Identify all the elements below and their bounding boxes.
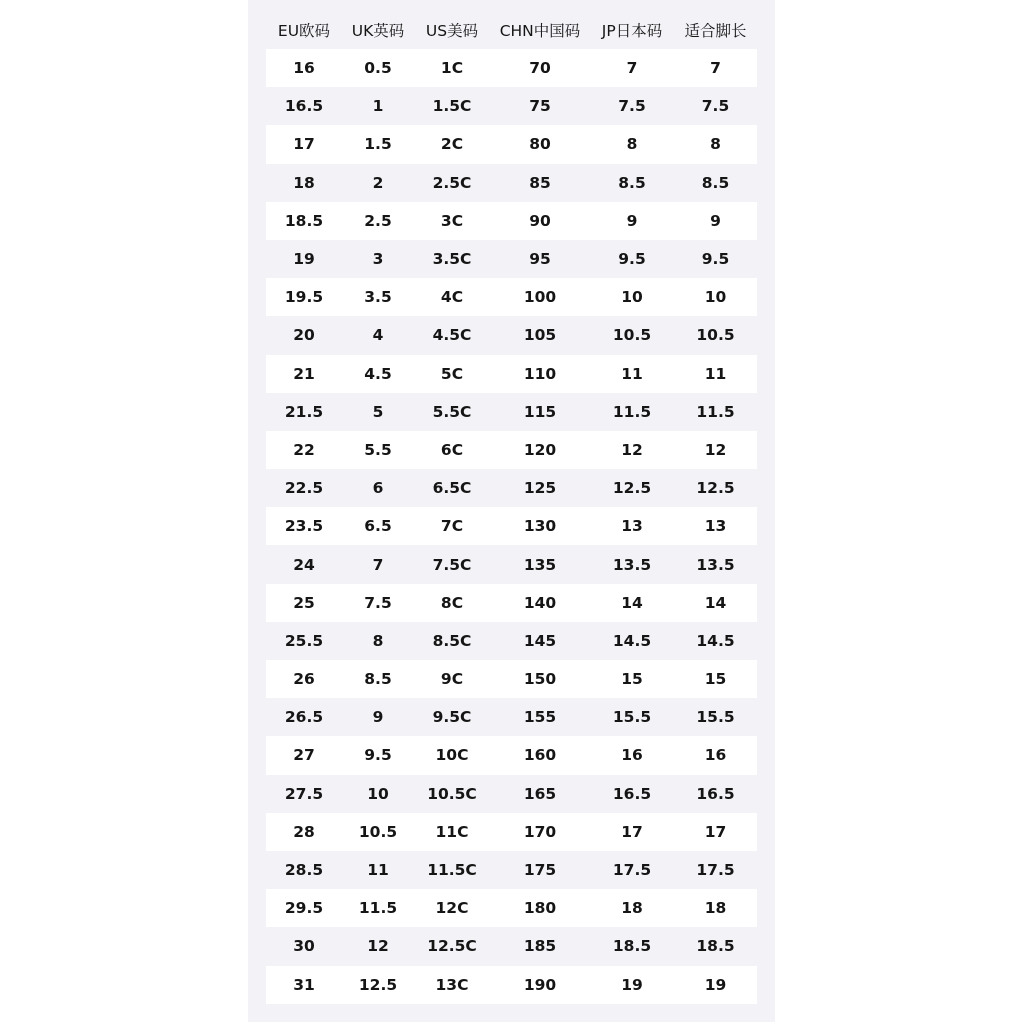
header-eu: EU欧码 xyxy=(277,22,331,40)
cell-jp: 7 xyxy=(590,49,674,87)
cell-jp: 18.5 xyxy=(590,927,674,965)
cell-foot-length: 8.5 xyxy=(674,164,757,202)
cell-foot-length: 15 xyxy=(674,660,757,698)
table-row xyxy=(266,545,757,583)
cell-eu: 26.5 xyxy=(266,698,342,736)
cell-uk: 2 xyxy=(342,164,414,202)
cell-chn: 105 xyxy=(490,316,590,354)
cell-uk: 4 xyxy=(342,316,414,354)
table-row xyxy=(266,507,757,545)
cell-uk: 11 xyxy=(342,851,414,889)
cell-chn: 165 xyxy=(490,775,590,813)
cell-us: 10C xyxy=(414,736,490,774)
cell-us: 3.5C xyxy=(414,240,490,278)
table-row xyxy=(266,240,757,278)
cell-uk: 5 xyxy=(342,393,414,431)
cell-uk: 3 xyxy=(342,240,414,278)
cell-jp: 9 xyxy=(590,202,674,240)
cell-eu: 25 xyxy=(266,584,342,622)
cell-us: 12C xyxy=(414,889,490,927)
cell-jp: 12.5 xyxy=(590,469,674,507)
cell-chn: 155 xyxy=(490,698,590,736)
cell-foot-length: 19 xyxy=(674,966,757,1004)
cell-jp: 7.5 xyxy=(590,87,674,125)
cell-foot-length: 11.5 xyxy=(674,393,757,431)
table-row xyxy=(266,660,757,698)
cell-eu: 25.5 xyxy=(266,622,342,660)
cell-foot-length: 10.5 xyxy=(674,316,757,354)
cell-us: 11C xyxy=(414,813,490,851)
cell-eu: 26 xyxy=(266,660,342,698)
table-row xyxy=(266,164,757,202)
cell-us: 9.5C xyxy=(414,698,490,736)
header-uk: UK英码 xyxy=(351,22,405,40)
cell-jp: 11.5 xyxy=(590,393,674,431)
cell-jp: 9.5 xyxy=(590,240,674,278)
cell-foot-length: 14.5 xyxy=(674,622,757,660)
cell-jp: 17 xyxy=(590,813,674,851)
cell-eu: 18.5 xyxy=(266,202,342,240)
cell-chn: 110 xyxy=(490,355,590,393)
cell-uk: 8.5 xyxy=(342,660,414,698)
cell-us: 12.5C xyxy=(414,927,490,965)
cell-uk: 11.5 xyxy=(342,889,414,927)
cell-chn: 90 xyxy=(490,202,590,240)
cell-eu: 24 xyxy=(266,545,342,583)
cell-chn: 150 xyxy=(490,660,590,698)
cell-eu: 21.5 xyxy=(266,393,342,431)
cell-us: 1C xyxy=(414,49,490,87)
table-row xyxy=(266,889,757,927)
cell-us: 11.5C xyxy=(414,851,490,889)
cell-chn: 145 xyxy=(490,622,590,660)
cell-foot-length: 16 xyxy=(674,736,757,774)
header-foot-length: 适合脚长 xyxy=(684,22,747,40)
table-row xyxy=(266,202,757,240)
cell-foot-length: 15.5 xyxy=(674,698,757,736)
cell-uk: 1 xyxy=(342,87,414,125)
cell-us: 10.5C xyxy=(414,775,490,813)
cell-jp: 15.5 xyxy=(590,698,674,736)
cell-uk: 4.5 xyxy=(342,355,414,393)
header-us: US美码 xyxy=(425,22,479,40)
size-chart-table xyxy=(266,11,757,1004)
cell-us: 8C xyxy=(414,584,490,622)
cell-uk: 3.5 xyxy=(342,278,414,316)
cell-chn: 80 xyxy=(490,125,590,163)
cell-us: 2.5C xyxy=(414,164,490,202)
cell-uk: 12.5 xyxy=(342,966,414,1004)
cell-chn: 160 xyxy=(490,736,590,774)
cell-foot-length: 9 xyxy=(674,202,757,240)
table-row xyxy=(266,393,757,431)
table-row xyxy=(266,125,757,163)
cell-eu: 18 xyxy=(266,164,342,202)
header-chn: CHN中国码 xyxy=(499,22,581,40)
cell-uk: 9 xyxy=(342,698,414,736)
table-row xyxy=(266,851,757,889)
table-row xyxy=(266,813,757,851)
cell-uk: 2.5 xyxy=(342,202,414,240)
header-jp: JP日本码 xyxy=(601,22,663,40)
cell-eu: 22.5 xyxy=(266,469,342,507)
cell-jp: 14.5 xyxy=(590,622,674,660)
cell-eu: 28 xyxy=(266,813,342,851)
cell-jp: 19 xyxy=(590,966,674,1004)
table-row xyxy=(266,622,757,660)
cell-jp: 18 xyxy=(590,889,674,927)
table-row xyxy=(266,775,757,813)
cell-jp: 15 xyxy=(590,660,674,698)
header-row xyxy=(266,11,757,49)
cell-foot-length: 8 xyxy=(674,125,757,163)
cell-foot-length: 12 xyxy=(674,431,757,469)
cell-foot-length: 16.5 xyxy=(674,775,757,813)
cell-chn: 185 xyxy=(490,927,590,965)
cell-jp: 10.5 xyxy=(590,316,674,354)
cell-jp: 10 xyxy=(590,278,674,316)
cell-jp: 16 xyxy=(590,736,674,774)
cell-jp: 12 xyxy=(590,431,674,469)
cell-eu: 17 xyxy=(266,125,342,163)
cell-uk: 7.5 xyxy=(342,584,414,622)
cell-foot-length: 14 xyxy=(674,584,757,622)
cell-foot-length: 10 xyxy=(674,278,757,316)
table-row xyxy=(266,431,757,469)
cell-eu: 19.5 xyxy=(266,278,342,316)
cell-chn: 140 xyxy=(490,584,590,622)
table-row xyxy=(266,966,757,1004)
cell-uk: 6.5 xyxy=(342,507,414,545)
cell-foot-length: 7.5 xyxy=(674,87,757,125)
cell-jp: 17.5 xyxy=(590,851,674,889)
size-chart-panel xyxy=(248,0,775,1022)
cell-chn: 190 xyxy=(490,966,590,1004)
cell-chn: 175 xyxy=(490,851,590,889)
cell-us: 3C xyxy=(414,202,490,240)
cell-chn: 130 xyxy=(490,507,590,545)
cell-foot-length: 12.5 xyxy=(674,469,757,507)
table-row xyxy=(266,736,757,774)
cell-eu: 20 xyxy=(266,316,342,354)
cell-eu: 19 xyxy=(266,240,342,278)
cell-eu: 30 xyxy=(266,927,342,965)
cell-foot-length: 13 xyxy=(674,507,757,545)
cell-chn: 120 xyxy=(490,431,590,469)
cell-foot-length: 11 xyxy=(674,355,757,393)
table-row xyxy=(266,469,757,507)
cell-jp: 8.5 xyxy=(590,164,674,202)
cell-uk: 12 xyxy=(342,927,414,965)
cell-eu: 16 xyxy=(266,49,342,87)
cell-uk: 10 xyxy=(342,775,414,813)
cell-eu: 22 xyxy=(266,431,342,469)
cell-chn: 180 xyxy=(490,889,590,927)
cell-us: 2C xyxy=(414,125,490,163)
cell-chn: 170 xyxy=(490,813,590,851)
cell-us: 4.5C xyxy=(414,316,490,354)
cell-uk: 7 xyxy=(342,545,414,583)
cell-eu: 21 xyxy=(266,355,342,393)
table-row xyxy=(266,316,757,354)
cell-chn: 115 xyxy=(490,393,590,431)
cell-chn: 135 xyxy=(490,545,590,583)
cell-eu: 29.5 xyxy=(266,889,342,927)
cell-jp: 8 xyxy=(590,125,674,163)
cell-chn: 125 xyxy=(490,469,590,507)
cell-foot-length: 18 xyxy=(674,889,757,927)
cell-foot-length: 7 xyxy=(674,49,757,87)
table-row xyxy=(266,49,757,87)
cell-chn: 100 xyxy=(490,278,590,316)
table-row xyxy=(266,584,757,622)
cell-us: 6C xyxy=(414,431,490,469)
cell-foot-length: 18.5 xyxy=(674,927,757,965)
cell-foot-length: 17 xyxy=(674,813,757,851)
cell-jp: 16.5 xyxy=(590,775,674,813)
size-rows xyxy=(266,49,757,1004)
cell-eu: 31 xyxy=(266,966,342,1004)
cell-us: 6.5C xyxy=(414,469,490,507)
cell-us: 1.5C xyxy=(414,87,490,125)
cell-uk: 6 xyxy=(342,469,414,507)
cell-eu: 27.5 xyxy=(266,775,342,813)
cell-uk: 9.5 xyxy=(342,736,414,774)
cell-us: 5C xyxy=(414,355,490,393)
table-row xyxy=(266,278,757,316)
cell-jp: 13 xyxy=(590,507,674,545)
cell-us: 9C xyxy=(414,660,490,698)
cell-chn: 95 xyxy=(490,240,590,278)
cell-uk: 0.5 xyxy=(342,49,414,87)
cell-uk: 10.5 xyxy=(342,813,414,851)
table-row xyxy=(266,927,757,965)
cell-chn: 85 xyxy=(490,164,590,202)
cell-eu: 28.5 xyxy=(266,851,342,889)
cell-eu: 16.5 xyxy=(266,87,342,125)
cell-foot-length: 13.5 xyxy=(674,545,757,583)
cell-uk: 1.5 xyxy=(342,125,414,163)
cell-eu: 23.5 xyxy=(266,507,342,545)
cell-jp: 14 xyxy=(590,584,674,622)
cell-chn: 75 xyxy=(490,87,590,125)
cell-foot-length: 9.5 xyxy=(674,240,757,278)
cell-us: 13C xyxy=(414,966,490,1004)
cell-uk: 8 xyxy=(342,622,414,660)
cell-us: 7.5C xyxy=(414,545,490,583)
table-row xyxy=(266,87,757,125)
cell-us: 5.5C xyxy=(414,393,490,431)
cell-us: 8.5C xyxy=(414,622,490,660)
table-row xyxy=(266,698,757,736)
cell-chn: 70 xyxy=(490,49,590,87)
cell-us: 4C xyxy=(414,278,490,316)
cell-jp: 13.5 xyxy=(590,545,674,583)
cell-us: 7C xyxy=(414,507,490,545)
cell-jp: 11 xyxy=(590,355,674,393)
cell-uk: 5.5 xyxy=(342,431,414,469)
cell-eu: 27 xyxy=(266,736,342,774)
table-row xyxy=(266,355,757,393)
cell-foot-length: 17.5 xyxy=(674,851,757,889)
